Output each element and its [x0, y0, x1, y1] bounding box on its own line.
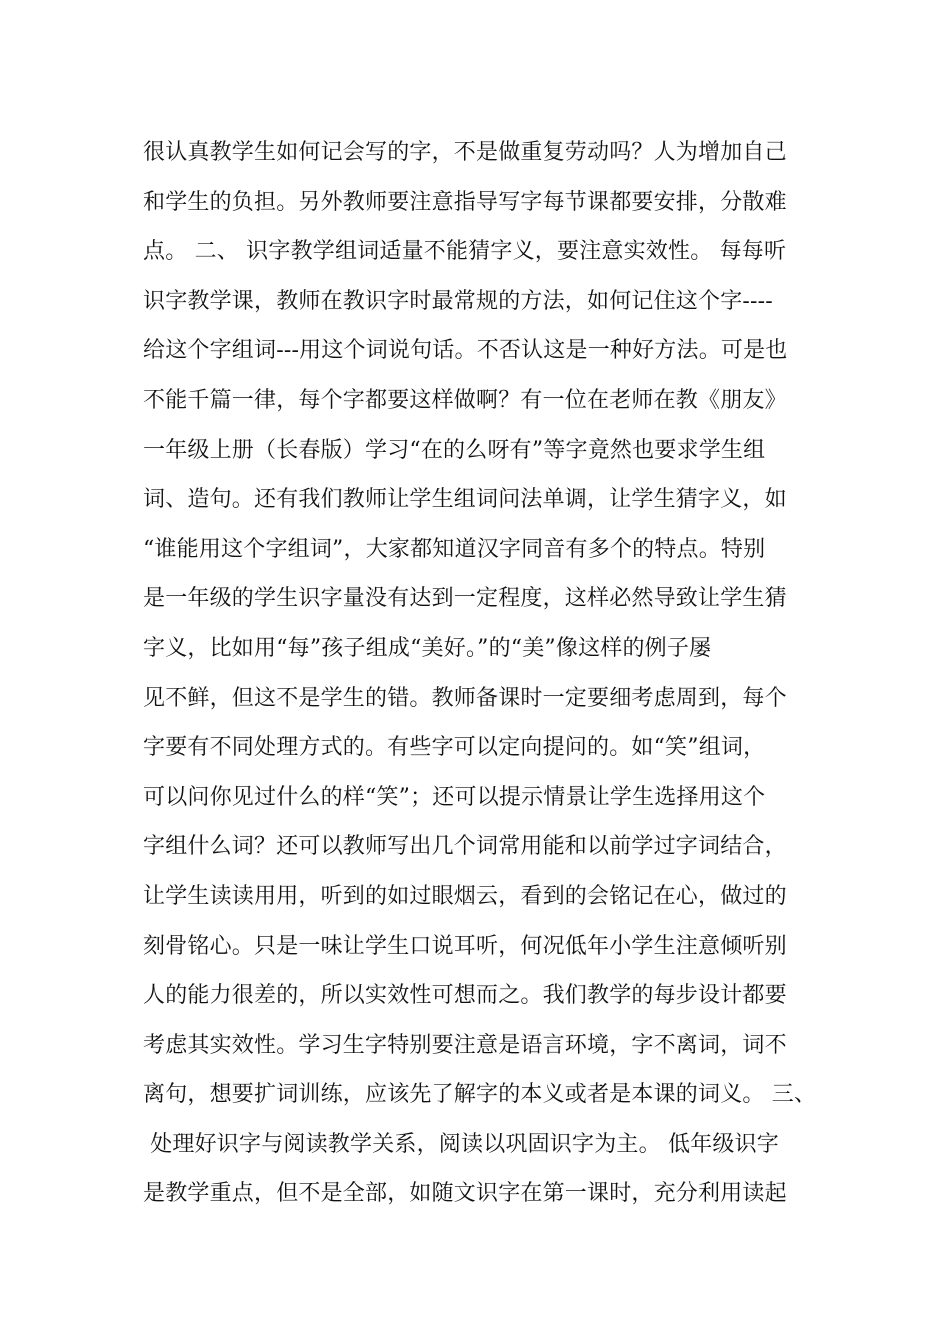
text-line: 人的能力很差的，所以实效性可想而之。我们教学的每步设计都要 [143, 983, 787, 1009]
text-line: 见不鲜，但这不是学生的错。教师备课时一定要细考虑周到，每个 [143, 685, 787, 711]
text-line: “谁能用这个字组词”，大家都知道汉字同音有多个的特点。特别 [143, 536, 766, 562]
text-line: 识字教学课，教师在教识字时最常规的方法，如何记住这个字---- [143, 288, 773, 314]
text-line: 可以问你见过什么的样“笑”；还可以提示情景让学生选择用这个 [143, 784, 766, 810]
body-text [143, 128, 823, 1219]
text-line: 词、造句。还有我们教师让学生组词问法单调，让学生猜字义，如 [143, 487, 787, 513]
text-line: 字要有不同处理方式的。有些字可以定向提问的。如“笑”组词， [143, 735, 766, 761]
text-line: 字义，比如用“每”孩子组成“美好。”的“美”像这样的例子屡 [143, 635, 712, 661]
text-line: 是一年级的学生识字量没有达到一定程度，这样必然导致让学生猜 [143, 586, 787, 612]
text-line: 一年级上册（长春版）学习“在的么呀有”等字竟然也要求学生组 [143, 437, 766, 463]
text-line: 考虑其实效性。学习生字特别要注意是语言环境，字不离词，词不 [143, 1032, 787, 1058]
text-line: 给这个字组词---用这个词说句话。不否认这是一种好方法。可是也 [143, 338, 788, 364]
text-line: 不能千篇一律，每个字都要这样做啊？有一位在老师在教《朋友》 [143, 387, 787, 413]
text-line: 是教学重点，但不是全部，如随文识字在第一课时，充分利用读起 [143, 1181, 787, 1207]
text-line: 和学生的负担。另外教师要注意指导写字每节课都要安排，分散难 [143, 189, 787, 215]
text-line: 刻骨铭心。只是一味让学生口说耳听，何况低年小学生注意倾听别 [143, 933, 787, 959]
text-line: 点。 二、 识字教学组词适量不能猜字义，要注意实效性。 每每听 [143, 239, 787, 265]
text-line: 离句，想要扩词训练，应该先了解字的本义或者是本课的词义。 三、 [143, 1082, 817, 1108]
text-line: 很认真教学生如何记会写的字，不是做重复劳动吗？人为增加自己 [143, 140, 787, 165]
text-line: 处理好识字与阅读教学关系，阅读以巩固识字为主。 低年级识字 [143, 1131, 779, 1157]
text-line: 让学生读读用用，听到的如过眼烟云，看到的会铭记在心，做过的 [143, 883, 787, 909]
text-line: 字组什么词？还可以教师写出几个词常用能和以前学过字词结合， [143, 834, 787, 860]
